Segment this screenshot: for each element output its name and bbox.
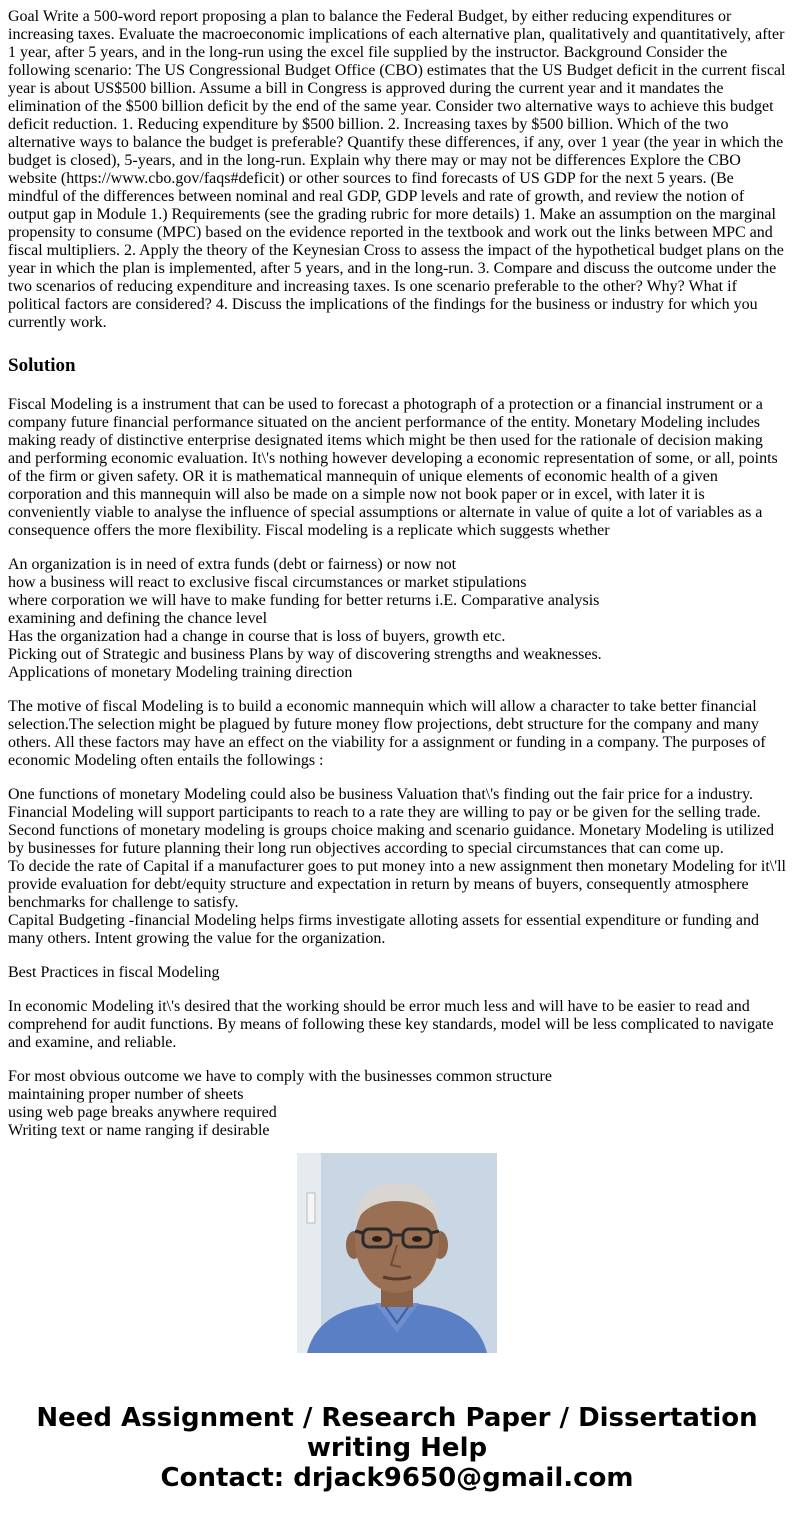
list-item: where corporation we will have to make funding for better returns i.E. Comparative analysis	[8, 592, 600, 609]
article-content	[8, 8, 788, 1139]
list-item: Capital Budgeting -financial Modeling helps firms investigate alloting assets for essential expenditure or funding and many others. Intent growing the value for the organization.	[8, 912, 759, 947]
list-item: Second functions of monetary modeling is groups choice making and scenario guidance. Monetary Modeling is utilized by businesses for future planning their long run objectives according to special circumstances that can come up.	[8, 822, 775, 857]
solution-intro: Fiscal Modeling is a instrument that can be used to forecast a photograph of a protection or a financial instrument or a company future financial performance situated on the ancient performance of the entity. Monetary Modeling includes making ready of distinctive enterprise designated items which might be then used for the rationale of decision making and performing economic evaluation. It\'s nothing however developing a economic representation of some, or all, points of the firm or given safety. OR it is mathematical mannequin of unique elements of economic health of a given corporation and this mannequin will also be made on a simple now not book paper or in excel, with later it is conveniently viable to analyse the influence of special assumptions or alternate in value of quite a lot of variables as a consequence offers the more flexibility. Fiscal modeling is a replicate which suggests whether	[8, 396, 778, 539]
solution-heading: Solution	[8, 355, 76, 376]
motive-paragraph: The motive of fiscal Modeling is to build a economic mannequin which will allow a character to take better financial selection.The selection might be plagued by future money flow projections, debt structure for the company and many others. All these factors may have an effect on the viability for a assignment or funding in a company. The purposes of economic Modeling often entails the followings :	[8, 698, 766, 769]
list-item: One functions of monetary Modeling could also be business Valuation that\'s finding out the fair price for a industry. Financial Modeling will support participants to reach to a rate they are willing to pay or be given for the selling trade.	[8, 786, 761, 821]
author-avatar	[297, 1153, 497, 1353]
best-practices-heading: Best Practices in fiscal Modeling	[8, 964, 220, 981]
list-item: Writing text or name ranging if desirable	[8, 1122, 270, 1139]
list-item: For most obvious outcome we have to comply with the businesses common structure	[8, 1068, 552, 1085]
footer-line-1: Need Assignment / Research Paper / Dissertation	[36, 1403, 758, 1433]
portrait-icon	[297, 1153, 497, 1353]
list-item: To decide the rate of Capital if a manufacturer goes to put money into a new assignment then monetary Modeling for it\'ll provide evaluation for debt/equity structure and expectation in return by means of buyers, consequently atmosphere benchmarks for challenge to satisfy.	[8, 858, 786, 911]
functions-list	[8, 786, 788, 948]
list-item: Picking out of Strategic and business Plans by way of discovering strengths and weaknesses.	[8, 646, 602, 663]
list-item: Has the organization had a change in course that is loss of buyers, growth etc.	[8, 628, 506, 645]
list-item: Applications of monetary Modeling training direction	[8, 664, 353, 681]
list-item: using web page breaks anywhere required	[8, 1104, 277, 1121]
footer-contact-email: Contact: drjack9650@gmail.com	[160, 1463, 634, 1493]
best-practices-paragraph: In economic Modeling it\'s desired that the working should be error much less and will have to be easier to read and comprehend for audit functions. By means of following these key standards, model will be less complicated to navigate and examine, and reliable.	[8, 998, 774, 1051]
footer-line-2: writing Help	[306, 1433, 488, 1463]
list-item: examining and defining the chance level	[8, 610, 268, 627]
question-text: Goal Write a 500-word report proposing a plan to balance the Federal Budget, by either reducing expenditures or increasing taxes. Evaluate the macroeconomic implications of each alternative plan, qualitatively and quantitatively, after 1 year, after 5 years, and in the long-run using the excel file supplied by the instructor. Background Consider the following scenario: The US Congressional Budget Office (CBO) estimates that the US Budget deficit in the current fiscal year is about US$500 billion. Assume a bill in Congress is approved during the current year and it mandates the elimination of the $500 billion deficit by the end of the same year. Consider two alternative ways to achieve this budget deficit reduction. 1. Reducing expenditure by $500 billion. 2. Increasing taxes by $500 billion. Which of the two alternative ways to balance the budget is preferable? Quantify these differences, if any, over 1 year (the year in which the budget is closed), 5-years, and in the long-run. Explain why there may or may not be differences Explore the CBO website (https://www.cbo.gov/faqs#deficit) or other sources to find forecasts of US GDP for the next 5 years. (Be mindful of the differences between nominal and real GDP, GDP levels and rate of growth, and review the notion of output gap in Module 1.) Requirements (see the grading rubric for more details) 1. Make an assumption on the marginal propensity to consume (MPC) based on the evidence reported in the textbook and work out the links between MPC and fiscal multipliers. 2. Apply the theory of the Keynesian Cross to assess the impact of the hypothetical budget plans on the year in which the plan is implemented, after 5 years, and in the long-run. 3. Compare and discuss the outcome under the two scenarios of reducing expenditure and increasing taxes. Is one scenario preferable to the other? Why? What if political factors are considered? 4. Discuss the implications of the findings for the business or industry for which you currently work.	[8, 8, 786, 331]
list-item: An organization is in need of extra funds (debt or fairness) or now not	[8, 556, 457, 573]
list-item: how a business will react to exclusive fiscal circumstances or market stipulations	[8, 574, 527, 591]
list-item: maintaining proper number of sheets	[8, 1086, 244, 1103]
footer-contact-banner	[0, 1403, 794, 1493]
best-practices-list	[8, 1068, 788, 1140]
purpose-list	[8, 556, 788, 682]
